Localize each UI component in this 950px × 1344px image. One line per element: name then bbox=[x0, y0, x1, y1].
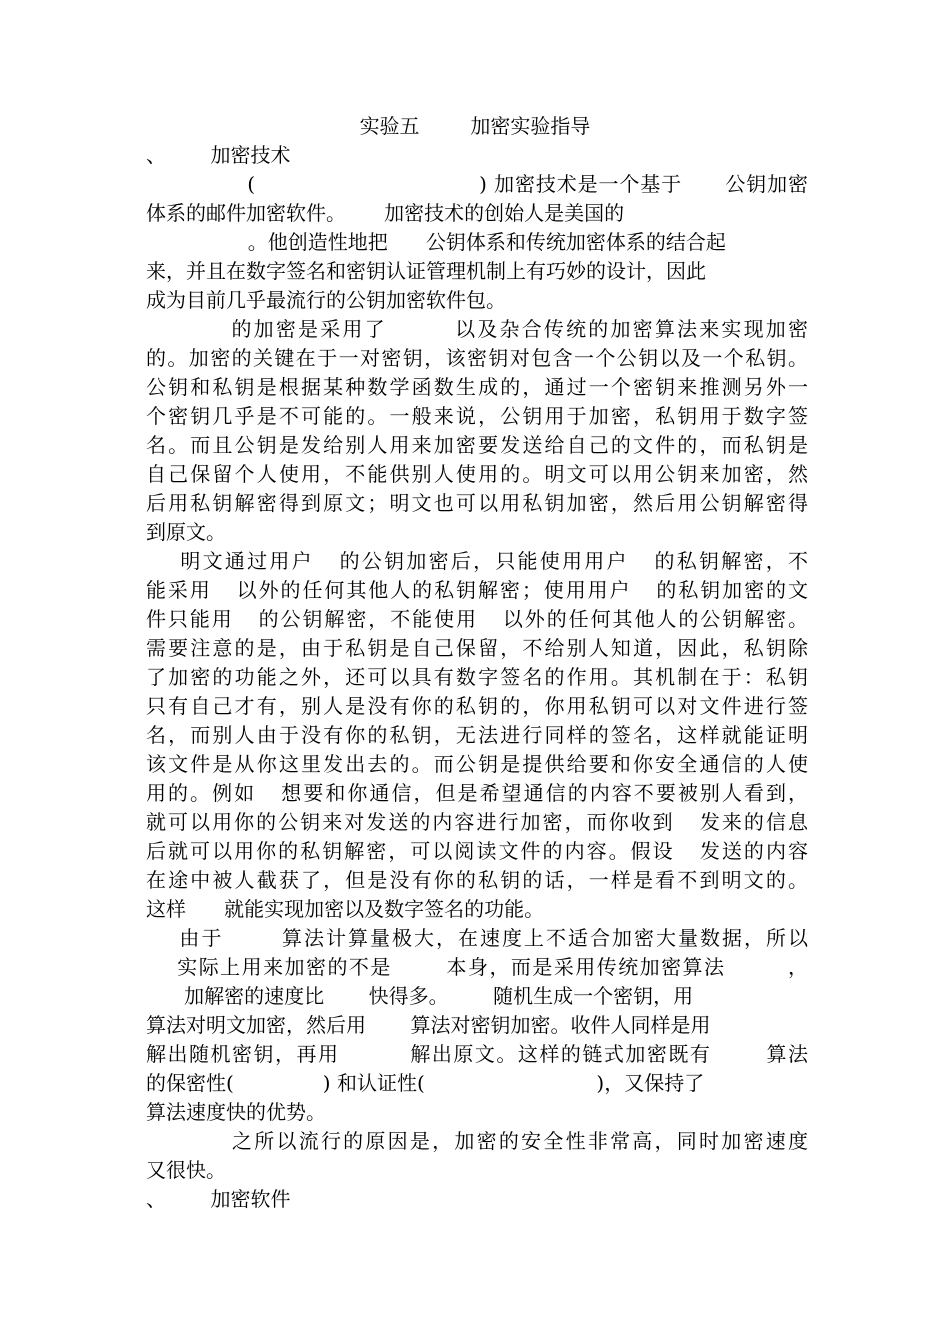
paragraph-line: 。他创造性地把 公钥体系和传统加密体系的结合起 bbox=[146, 230, 726, 254]
paragraph-line: ( ) 加密技术是一个基于 公钥加密 bbox=[146, 172, 808, 196]
paragraph-line: 明文通过用户 的公钥加密后，只能使用用户 的私钥解密，不 bbox=[146, 549, 808, 573]
paragraph-line: 到原文。 bbox=[146, 520, 226, 544]
paragraph-line: 加解密的速度比 快得多。 随机生成一个密钥，用 bbox=[146, 984, 694, 1008]
paragraph-line: 名。而且公钥是发给别人用来加密要发送给自己的文件的，而私钥是 bbox=[146, 433, 808, 457]
paragraph-line: 的保密性( ) 和认证性( )，又保持了 bbox=[146, 1071, 705, 1095]
paragraph-line: 的加密是采用了 以及杂合传统的加密算法来实现加密 bbox=[146, 317, 808, 341]
paragraph-line: 能采用 以外的任何其他人的私钥解密；使用用户 的私钥加密的文 bbox=[146, 578, 808, 602]
paragraph-line: 解出随机密钥，再用 解出原文。这样的链式加密既有 算法 bbox=[146, 1042, 808, 1066]
paragraph-line: 体系的邮件加密软件。 加密技术的创始人是美国的 bbox=[146, 201, 625, 225]
paragraph-line: 用的。例如 想要和你通信，但是希望通信的内容不要被别人看到， bbox=[146, 781, 808, 805]
paragraph-line: 实际上用来加密的不是 本身，而是采用传统加密算法 ， bbox=[146, 955, 808, 979]
paragraph-line: 的。加密的关键在于一对密钥，该密钥对包含一个公钥以及一个私钥。 bbox=[146, 346, 808, 370]
paragraph-line: 之所以流行的原因是，加密的安全性非常高，同时加密速度 bbox=[146, 1129, 808, 1153]
document-title: 实验五 加密实验指导 bbox=[359, 114, 591, 138]
paragraph-line: 公钥和私钥是根据某种数学函数生成的，通过一个密钥来推测另外一 bbox=[146, 375, 808, 399]
paragraph-line: 需要注意的是，由于私钥是自己保留，不给别人知道，因此，私钥除 bbox=[146, 636, 808, 660]
section-heading-encryption-technology: 、 加密技术 bbox=[146, 143, 291, 167]
paragraph-line: 后用私钥解密得到原文；明文也可以用私钥加密，然后用公钥解密得 bbox=[146, 491, 808, 515]
paragraph-line: 该文件是从你这里发出去的。而公钥是提供给要和你安全通信的人使 bbox=[146, 752, 808, 776]
paragraph-line: 就可以用你的公钥来对发送的内容进行加密，而你收到 发来的信息 bbox=[146, 810, 808, 834]
paragraph-line: 成为目前几乎最流行的公钥加密软件包。 bbox=[146, 288, 506, 312]
paragraph-line: 个密钥几乎是不可能的。一般来说，公钥用于加密，私钥用于数字签 bbox=[146, 404, 808, 428]
paragraph-line: 来，并且在数字签名和密钥认证管理机制上有巧妙的设计，因此 bbox=[146, 259, 706, 283]
paragraph-line: 由于 算法计算量极大，在速度上不适合加密大量数据，所以 bbox=[146, 926, 808, 950]
section-heading-encryption-software: 、 加密软件 bbox=[146, 1187, 291, 1211]
paragraph-line: 这样 就能实现加密以及数字签名的功能。 bbox=[146, 897, 545, 921]
paragraph-line: 件只能用 的公钥解密，不能使用 以外的任何其他人的公钥解密。 bbox=[146, 607, 808, 631]
paragraph-line: 算法对明文加密，然后用 算法对密钥加密。收件人同样是用 bbox=[146, 1013, 711, 1037]
paragraph-line: 在途中被人截获了，但是没有你的私钥的话，一样是看不到明文的。 bbox=[146, 868, 808, 892]
paragraph-line: 名，而别人由于没有你的私钥，无法进行同样的签名，这样就能证明 bbox=[146, 723, 808, 747]
paragraph-line: 又很快。 bbox=[146, 1158, 226, 1182]
paragraph-line: 了加密的功能之外，还可以具有数字签名的作用。其机制在于：私钥 bbox=[146, 665, 808, 689]
paragraph-line: 只有自己才有，别人是没有你的私钥的，你用私钥可以对文件进行签 bbox=[146, 694, 808, 718]
paragraph-line: 算法速度快的优势。 bbox=[146, 1100, 326, 1124]
paragraph-line: 自己保留个人使用，不能供别人使用的。明文可以用公钥来加密，然 bbox=[146, 462, 808, 486]
paragraph-line: 后就可以用你的私钥解密，可以阅读文件的内容。假设 发送的内容 bbox=[146, 839, 808, 863]
